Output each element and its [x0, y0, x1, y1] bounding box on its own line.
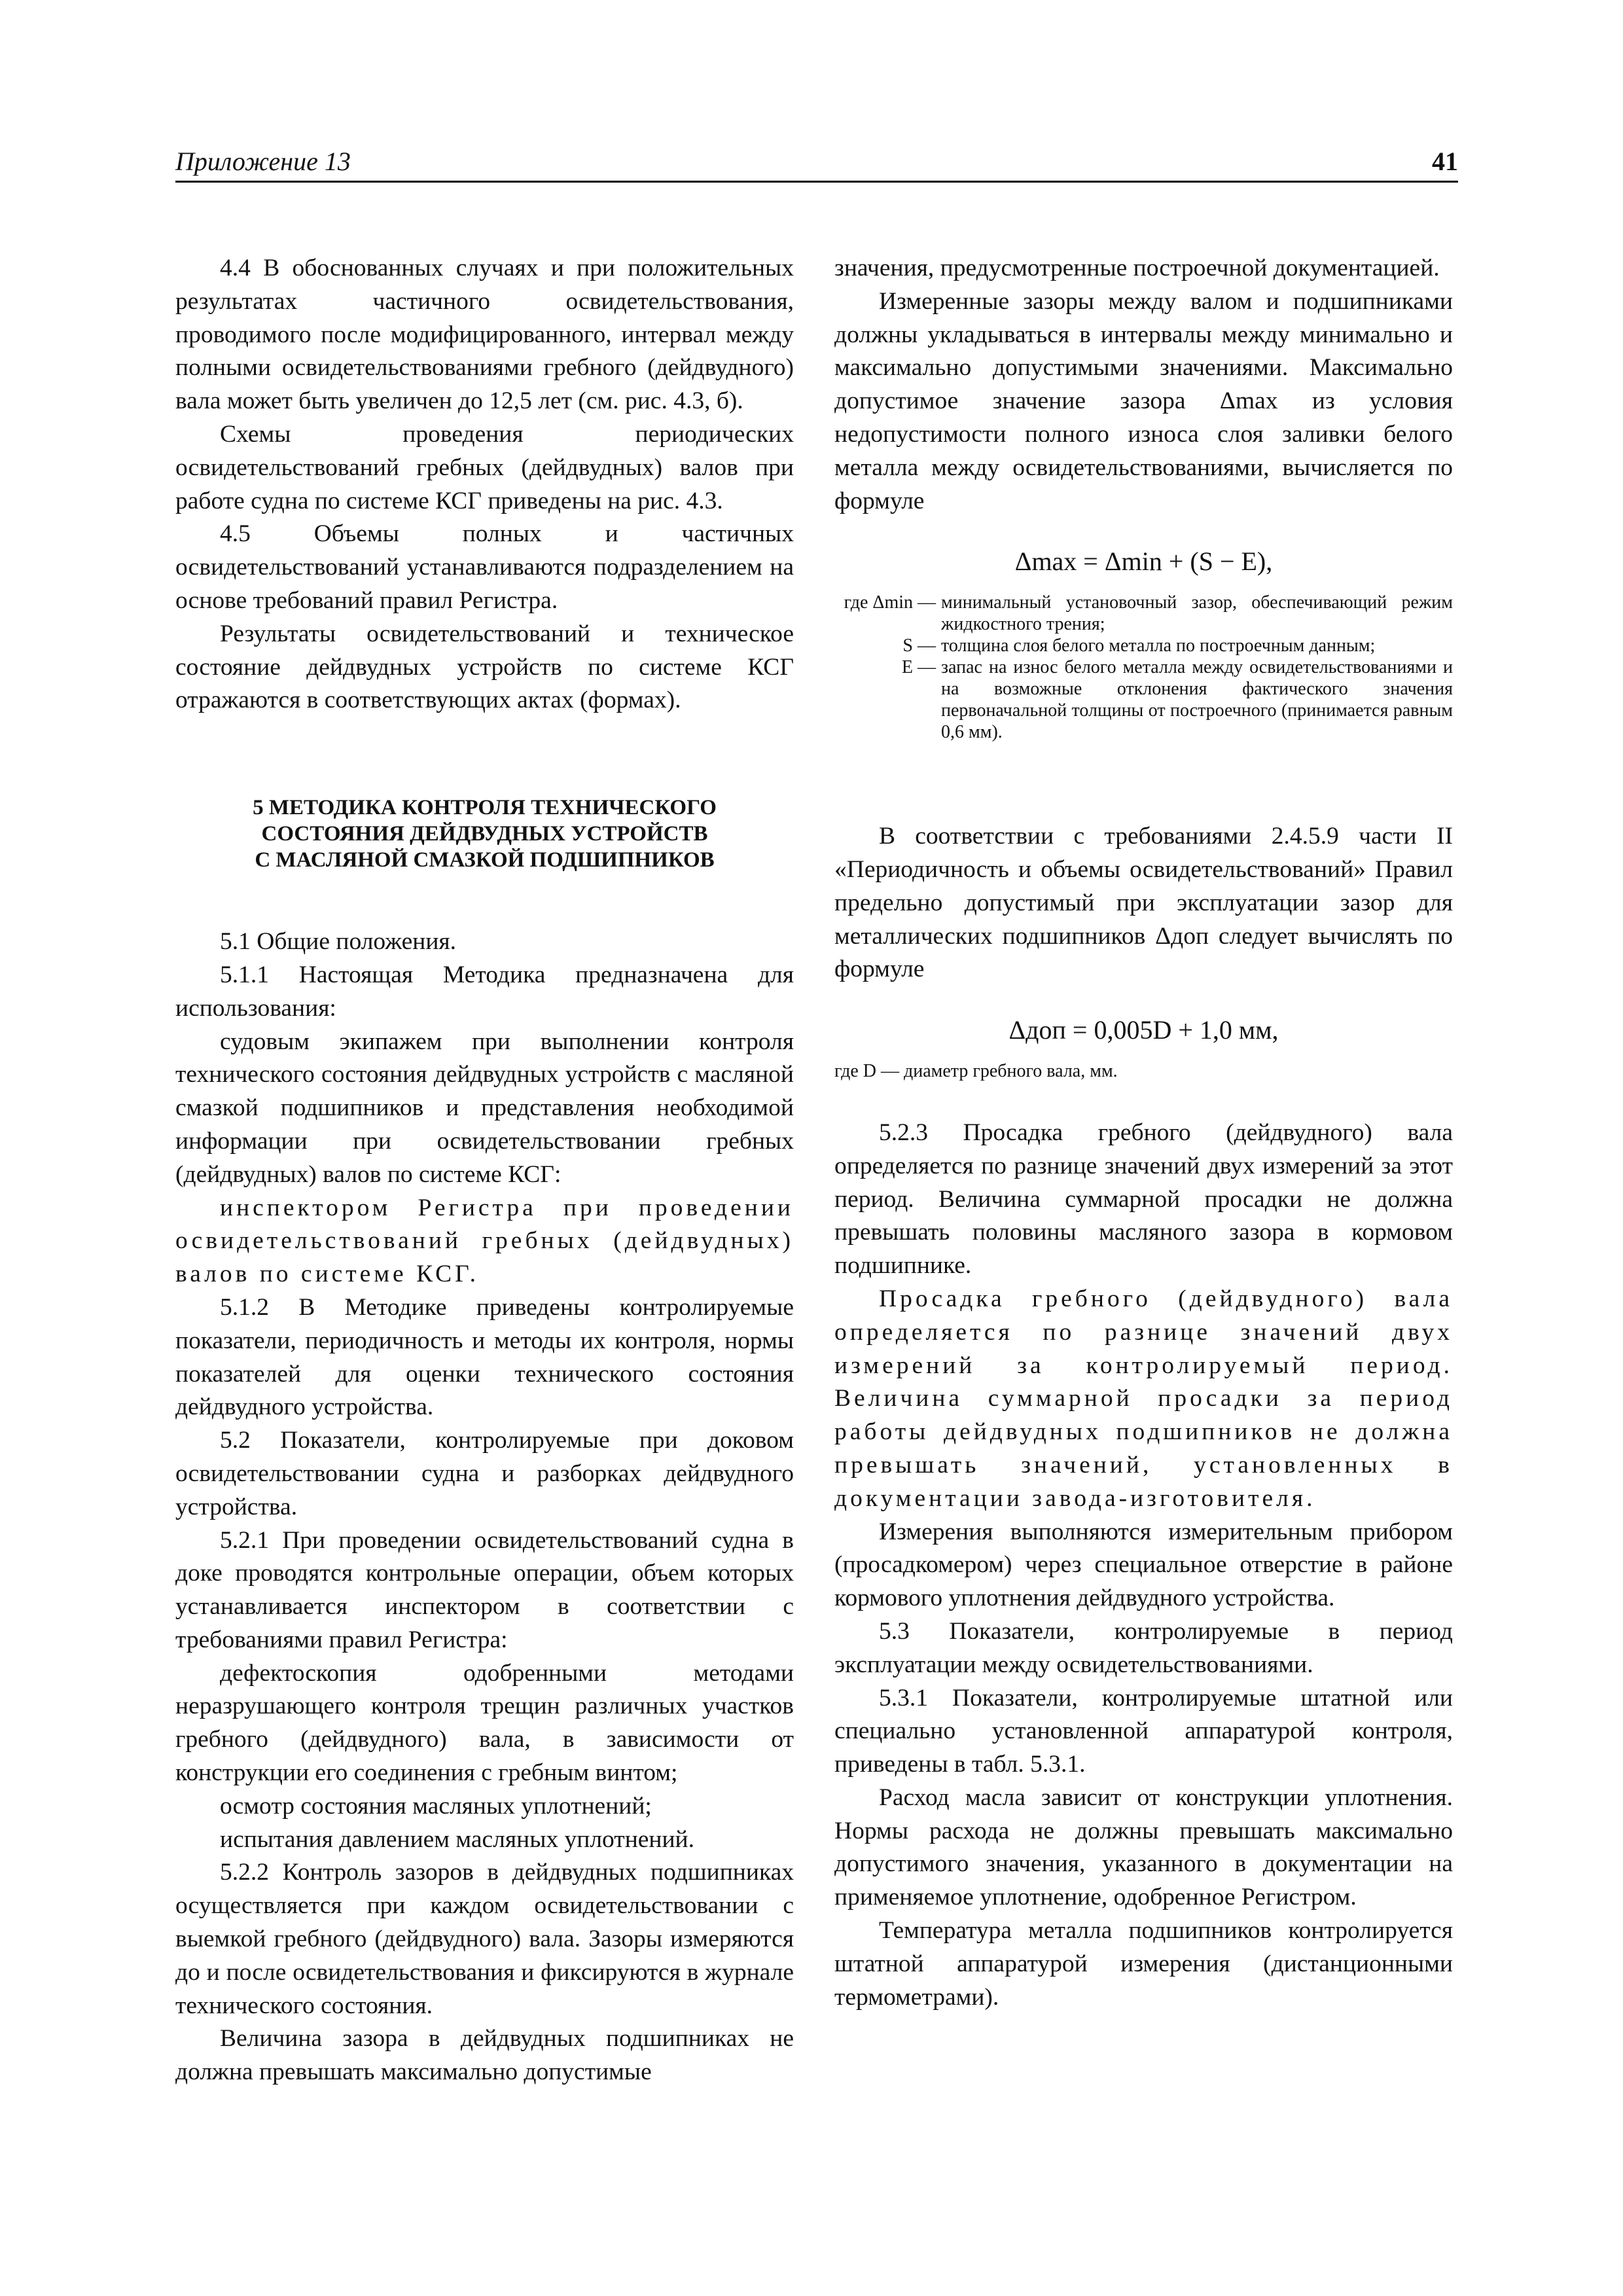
formula-max-clearance: Δmax = Δmin + (S − E),: [1014, 547, 1273, 577]
legend-row: [834, 592, 1453, 635]
paragraph: Просадка гребного (дейдвудного) вала определяется по разнице значений двух измерений за контролируемый период. Величина суммарной просадки за период работы дейдвудных подшипников не должна превышать значений, установленных в документации завода-изготовителя.: [834, 1285, 1453, 1512]
legend-text: толщина слоя белого металла по построечным данным;: [941, 636, 1376, 656]
paragraph: Расход масла зависит от конструкции уплотнения. Нормы расхода не должны превышать максимально допустимого значения, указанного в документации на применяемое уплотнение, одобренное Регистром.: [834, 1784, 1453, 1911]
legend-text: запас на износ белого металла между освидетельствованиями и на возможные отклонения фактического значения первоначальной толщины от построечного (принимается равным 0,6 мм).: [941, 657, 1453, 743]
spacer: [834, 743, 1453, 820]
paragraph: Измерения выполняются измерительным прибором (просадкомером) через специальное отверстие в районе кормового уплотнения дейдвудного устройства.: [834, 1518, 1453, 1612]
paragraph: Температура металла подшипников контролируется штатной аппаратурой измерения (дистанционными термометрами).: [834, 1917, 1453, 2011]
paragraph: 5.2.1 При проведении освидетельствований судна в доке проводятся контрольные операции, объем которых устанавливается инспектором в соответствии с требованиями правил Регистра:: [175, 1526, 794, 1653]
legend-symbol: где Δmin —: [844, 592, 936, 613]
left-column: [175, 252, 794, 2089]
subsection-title: 5.3 Показатели, контролируемые в период эксплуатации между освидетельствованиями.: [834, 1617, 1453, 1678]
section-heading: 5 МЕТОДИКА КОНТРОЛЯ ТЕХНИЧЕСКОГО СОСТОЯНИЯ ДЕЙДВУДНЫХ УСТРОЙСТВ С МАСЛЯНОЙ СМАЗКОЙ ПОДШИПНИКОВ: [253, 796, 717, 872]
running-header: [175, 145, 1458, 183]
spacer: [834, 1083, 1453, 1117]
paragraph: 5.2.3 Просадка гребного (дейдвудного) вала определяется по разнице значений двух измерений за этот период. Величина суммарной просадки не должна превышать половины масляного зазора в кормовом подшипнике.: [834, 1119, 1453, 1280]
paragraph: Результаты освидетельствований и техническое состояние дейдвудных устройств по системе КСГ отражаются в соответствующих актах (формах).: [175, 620, 794, 714]
paragraph: В соответствии с требованиями 2.4.5.9 части II «Периодичность и объемы освидетельствований» Правил предельно допустимый при эксплуатации зазор для металлических подшипников Δдоп следует вычислять по формуле: [834, 823, 1453, 983]
paragraph: осмотр состояния масляных уплотнений;: [220, 1792, 652, 1820]
subsection-title: 5.1 Общие положения.: [220, 928, 457, 956]
subsection-title: 5.2 Показатели, контролируемые при доковом освидетельствовании судна и разборках дейдвудного устройства.: [175, 1427, 794, 1520]
paragraph: значения, предусмотренные построечной документацией.: [834, 255, 1440, 281]
paragraph: инспектором Регистра при проведении освидетельствований гребных (дейдвудных) валов по системе КСГ.: [175, 1194, 794, 1288]
header-appendix-title: Приложение 13: [175, 147, 351, 176]
page-number: 41: [1432, 147, 1458, 176]
right-column: [834, 252, 1453, 2014]
legend-symbol: S —: [902, 636, 936, 656]
paragraph: 5.1.1 Настоящая Методика предназначена для использования:: [175, 961, 794, 1022]
legend-row: [834, 635, 1453, 656]
paragraph: 5.1.2 В Методике приведены контролируемые показатели, периодичность и методы их контроля, нормы показателей для оценки технического состояния дейдвудного устройства.: [175, 1293, 794, 1421]
paragraph: 5.3.1 Показатели, контролируемые штатной или специально установленной аппаратурой контроля, приведены в табл. 5.3.1.: [834, 1684, 1453, 1778]
formula-legend: [834, 592, 1453, 743]
paragraph: 4.5 Объемы полных и частичных освидетельствований устанавливаются подразделением на основе требований правил Регистра.: [175, 520, 794, 614]
paragraph: судовым экипажем при выполнении контроля технического состояния дейдвудных устройств с масляной смазкой подшипников и представления необходимой информации при освидетельствовании гребных (дейдвудных) валов по системе КСГ:: [175, 1028, 794, 1188]
paragraph: 5.2.2 Контроль зазоров в дейдвудных подшипниках осуществляется при каждом освидетельствовании с выемкой гребного (дейдвудного) вала. Зазоры измеряются до и после освидетельствования и фиксируются в журнале технического состояния.: [175, 1859, 794, 2019]
legend-text: минимальный установочный зазор, обеспечивающий режим жидкостного трения;: [941, 592, 1453, 635]
paragraph: дефектоскопия одобренными методами неразрушающего контроля трещин различных участков гребного (дейдвудного) вала, в зависимости от конструкции его соединения с гребным винтом;: [175, 1659, 794, 1787]
formula-legend-note: где D — диаметр гребного вала, мм.: [834, 1060, 1118, 1081]
paragraph: Схемы проведения периодических освидетельствований гребных (дейдвудных) валов при работе судна по системе КСГ приведены на рис. 4.3.: [175, 420, 794, 514]
formula-allowable-clearance: Δдоп = 0,005D + 1,0 мм,: [1008, 1015, 1279, 1045]
paragraph: Величина зазора в дейдвудных подшипниках не должна превышать максимально допустимые: [175, 2025, 794, 2086]
paragraph: Измеренные зазоры между валом и подшипниками должны укладываться в интервалы между минимально и максимально допустимыми значениями. Максимально допустимое значение зазора Δmax из условия недопустимости полного износа слоя заливки белого металла между освидетельствованиями, вычисляется по формуле: [834, 287, 1453, 514]
legend-symbol: E —: [901, 657, 936, 678]
paragraph: испытания давлением масляных уплотнений.: [220, 1825, 694, 1853]
paragraph: 4.4 В обоснованных случаях и при положительных результатах частичного освидетельствования, проводимого после модифицированного, интервал между полными освидетельствованиями гребного (дейдвудного) вала может быть увеличен до 12,5 лет (см. рис. 4.3, б).: [175, 255, 794, 415]
legend-row: [834, 656, 1453, 743]
